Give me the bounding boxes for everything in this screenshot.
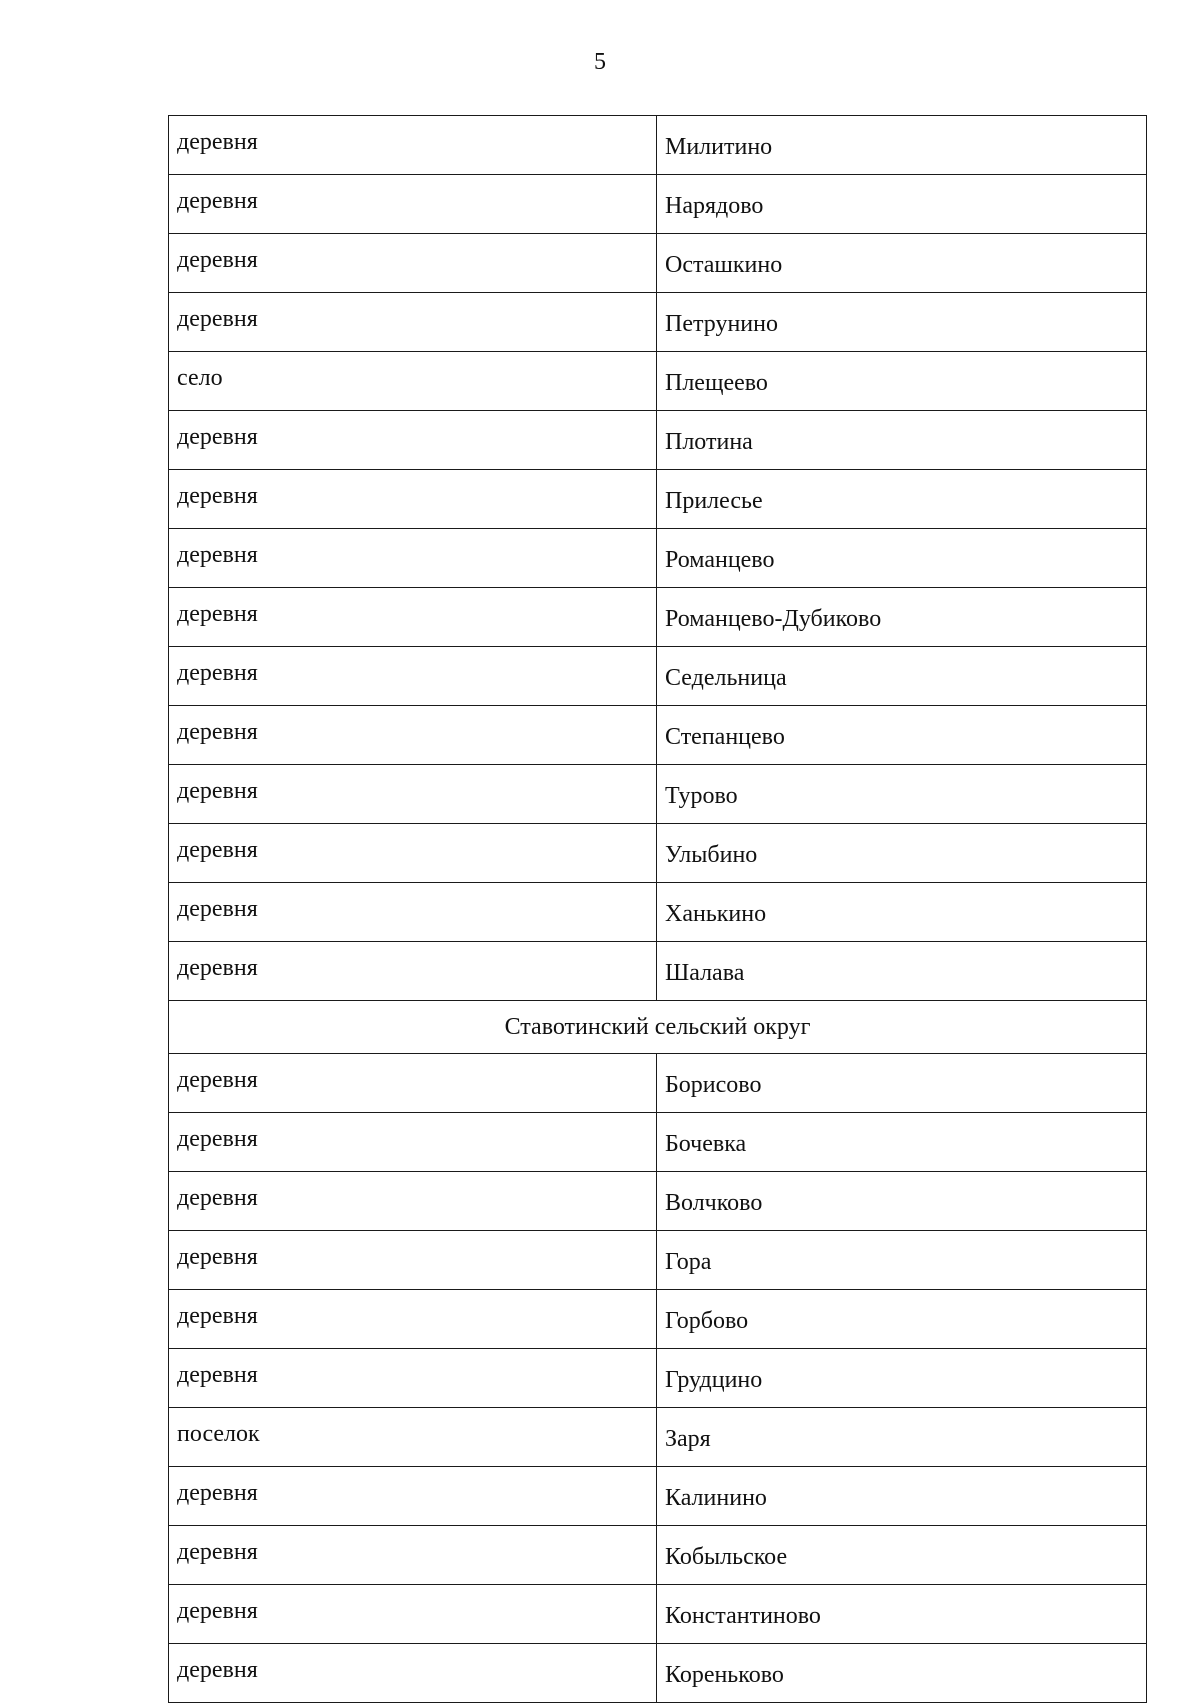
settlement-name-cell: Грудцино bbox=[657, 1349, 1147, 1408]
table-row bbox=[169, 1644, 1147, 1703]
table-row bbox=[169, 1231, 1147, 1290]
table-row bbox=[169, 1113, 1147, 1172]
settlement-type-cell: деревня bbox=[169, 470, 657, 529]
table-row bbox=[169, 1172, 1147, 1231]
table-row bbox=[169, 1054, 1147, 1113]
settlement-type-cell: деревня bbox=[169, 1231, 657, 1290]
settlement-name-cell: Осташкино bbox=[657, 234, 1147, 293]
table-row bbox=[169, 1349, 1147, 1408]
settlement-type-cell: деревня bbox=[169, 1113, 657, 1172]
settlement-type-cell: деревня bbox=[169, 706, 657, 765]
settlement-type-cell: деревня bbox=[169, 942, 657, 1001]
settlement-name-cell: Плотина bbox=[657, 411, 1147, 470]
settlement-name-cell: Ханькино bbox=[657, 883, 1147, 942]
table-row bbox=[169, 1526, 1147, 1585]
settlement-name-cell: Милитино bbox=[657, 116, 1147, 175]
section-heading: Ставотинский сельский округ bbox=[169, 1001, 1147, 1054]
settlement-name-cell: Плещеево bbox=[657, 352, 1147, 411]
table-row bbox=[169, 411, 1147, 470]
settlement-name-cell: Калинино bbox=[657, 1467, 1147, 1526]
settlement-type-cell: деревня bbox=[169, 234, 657, 293]
table-row bbox=[169, 470, 1147, 529]
table-row bbox=[169, 883, 1147, 942]
settlement-type-cell: деревня bbox=[169, 1526, 657, 1585]
settlement-name-cell: Борисово bbox=[657, 1054, 1147, 1113]
settlement-type-cell: деревня bbox=[169, 647, 657, 706]
settlement-name-cell: Улыбино bbox=[657, 824, 1147, 883]
settlement-name-cell: Шалава bbox=[657, 942, 1147, 1001]
table-row bbox=[169, 1585, 1147, 1644]
table-row bbox=[169, 175, 1147, 234]
settlement-type-cell: деревня bbox=[169, 1054, 657, 1113]
settlement-type-cell: деревня bbox=[169, 293, 657, 352]
settlement-type-cell: деревня bbox=[169, 175, 657, 234]
settlement-name-cell: Бочевка bbox=[657, 1113, 1147, 1172]
table-row bbox=[169, 293, 1147, 352]
section-heading-row bbox=[169, 1001, 1147, 1054]
table-row bbox=[169, 647, 1147, 706]
page-number: 5 bbox=[594, 49, 606, 75]
settlement-type-cell: деревня bbox=[169, 1349, 657, 1408]
settlement-name-cell: Степанцево bbox=[657, 706, 1147, 765]
settlement-name-cell: Кореньково bbox=[657, 1644, 1147, 1703]
settlement-type-cell: деревня bbox=[169, 1290, 657, 1349]
settlement-name-cell: Гора bbox=[657, 1231, 1147, 1290]
settlement-name-cell: Константиново bbox=[657, 1585, 1147, 1644]
settlement-name-cell: Волчково bbox=[657, 1172, 1147, 1231]
table-row bbox=[169, 529, 1147, 588]
settlement-type-cell: деревня bbox=[169, 588, 657, 647]
settlement-name-cell: Горбово bbox=[657, 1290, 1147, 1349]
table-row bbox=[169, 116, 1147, 175]
settlement-type-cell: поселок bbox=[169, 1408, 657, 1467]
settlement-name-cell: Кобыльское bbox=[657, 1526, 1147, 1585]
settlement-name-cell: Заря bbox=[657, 1408, 1147, 1467]
settlement-type-cell: село bbox=[169, 352, 657, 411]
settlement-name-cell: Романцево-Дубиково bbox=[657, 588, 1147, 647]
settlement-name-cell: Седельница bbox=[657, 647, 1147, 706]
settlement-type-cell: деревня bbox=[169, 1172, 657, 1231]
settlement-type-cell: деревня bbox=[169, 1585, 657, 1644]
table-row bbox=[169, 588, 1147, 647]
settlement-type-cell: деревня bbox=[169, 824, 657, 883]
settlement-name-cell: Прилесье bbox=[657, 470, 1147, 529]
settlements-table-wrapper bbox=[168, 115, 1146, 1703]
settlement-type-cell: деревня bbox=[169, 529, 657, 588]
table-row bbox=[169, 1290, 1147, 1349]
settlements-table-body bbox=[169, 116, 1147, 1703]
table-row bbox=[169, 352, 1147, 411]
settlement-type-cell: деревня bbox=[169, 411, 657, 470]
settlements-table bbox=[168, 115, 1147, 1703]
settlement-type-cell: деревня bbox=[169, 1467, 657, 1526]
table-row bbox=[169, 1467, 1147, 1526]
settlement-type-cell: деревня bbox=[169, 1644, 657, 1703]
table-row bbox=[169, 1408, 1147, 1467]
settlement-name-cell: Нарядово bbox=[657, 175, 1147, 234]
table-row bbox=[169, 942, 1147, 1001]
settlement-type-cell: деревня bbox=[169, 883, 657, 942]
table-row bbox=[169, 824, 1147, 883]
table-row bbox=[169, 234, 1147, 293]
settlement-name-cell: Романцево bbox=[657, 529, 1147, 588]
settlement-name-cell: Петрунино bbox=[657, 293, 1147, 352]
settlement-type-cell: деревня bbox=[169, 765, 657, 824]
table-row bbox=[169, 765, 1147, 824]
table-row bbox=[169, 706, 1147, 765]
settlement-type-cell: деревня bbox=[169, 116, 657, 175]
settlement-name-cell: Турово bbox=[657, 765, 1147, 824]
